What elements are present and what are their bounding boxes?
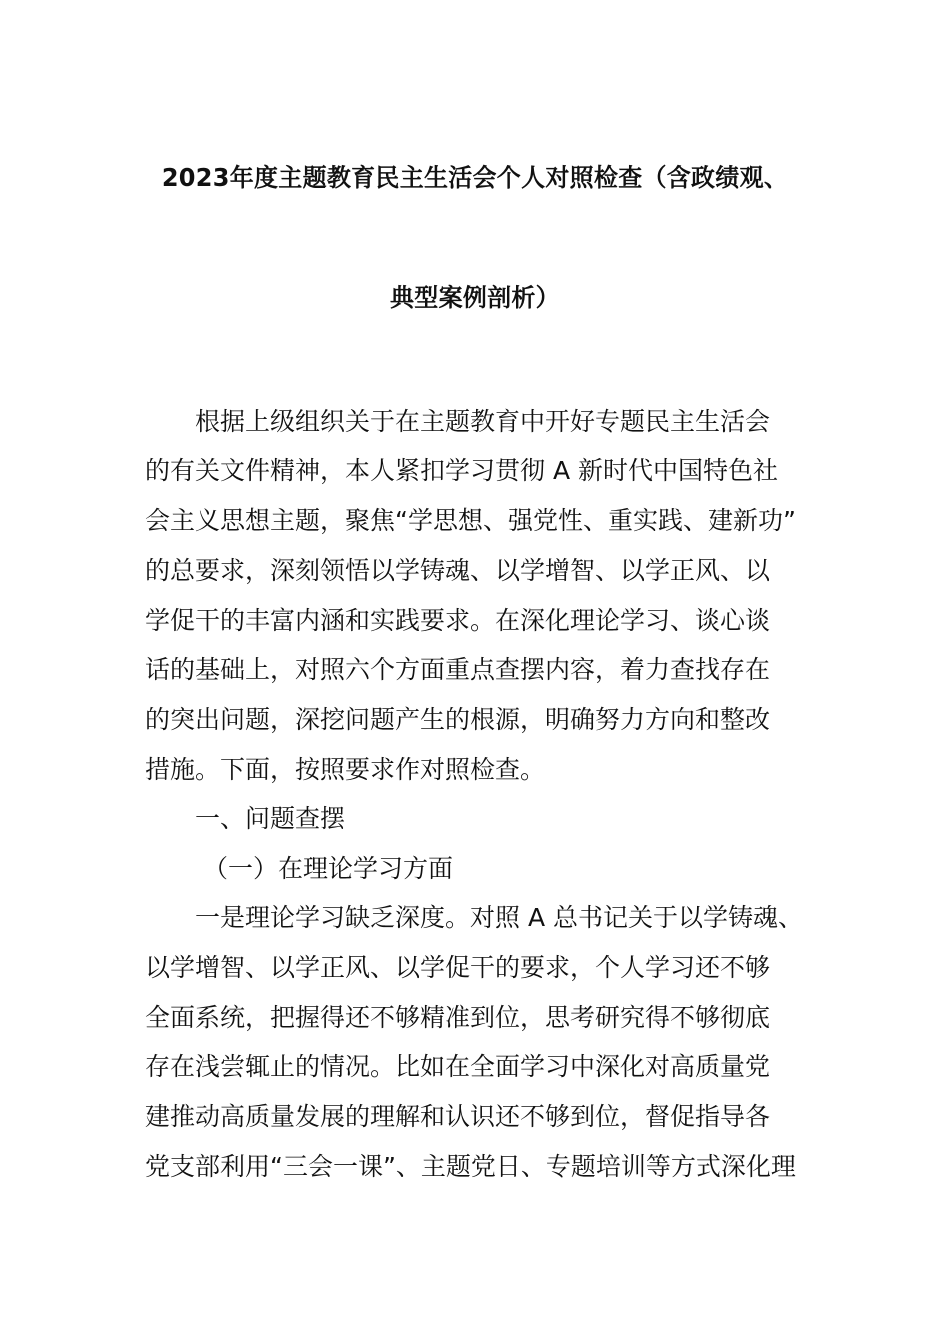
body-line: 会主义思想主题，聚焦“学思想、强党性、重实践、建新功” (145, 506, 796, 535)
body-line: 党支部利用“三会一课”、主题党日、专题培训等方式深化理 (145, 1152, 796, 1181)
body-line: 以学增智、以学正风、以学促干的要求，个人学习还不够 (145, 953, 771, 982)
body-line: 措施。下面，按照要求作对照检查。 (145, 755, 546, 784)
document-title-line-1: 2023年度主题教育民主生活会个人对照检查（含政绩观、 (161, 163, 789, 192)
body-line: 建推动高质量发展的理解和认识还不够到位，督促指导各 (145, 1102, 771, 1131)
body-line: 一是理论学习缺乏深度。对照 A 总书记关于以学铸魂、 (195, 903, 803, 932)
section-heading: 一、问题查摆 (195, 804, 346, 833)
body-line: 的突出问题，深挖问题产生的根源，明确努力方向和整改 (145, 705, 771, 734)
body-line: 全面系统，把握得还不够精准到位，思考研究得不够彻底 (145, 1003, 771, 1032)
body-line: 学促干的丰富内涵和实践要求。在深化理论学习、谈心谈 (145, 606, 771, 635)
body-line: 存在浅尝辄止的情况。比如在全面学习中深化对高质量党 (145, 1052, 771, 1081)
body-line: 话的基础上，对照六个方面重点查摆内容，着力查找存在 (145, 655, 771, 684)
document-title-line-2: 典型案例剖析） (390, 283, 560, 312)
body-line: 的总要求，深刻领悟以学铸魂、以学增智、以学正风、以 (145, 556, 771, 585)
subsection-heading: （一）在理论学习方面 (203, 854, 454, 883)
body-line: 的有关文件精神，本人紧扣学习贯彻 A 新时代中国特色社 (145, 456, 778, 485)
body-line: 根据上级组织关于在主题教育中开好专题民主生活会 (195, 407, 771, 436)
